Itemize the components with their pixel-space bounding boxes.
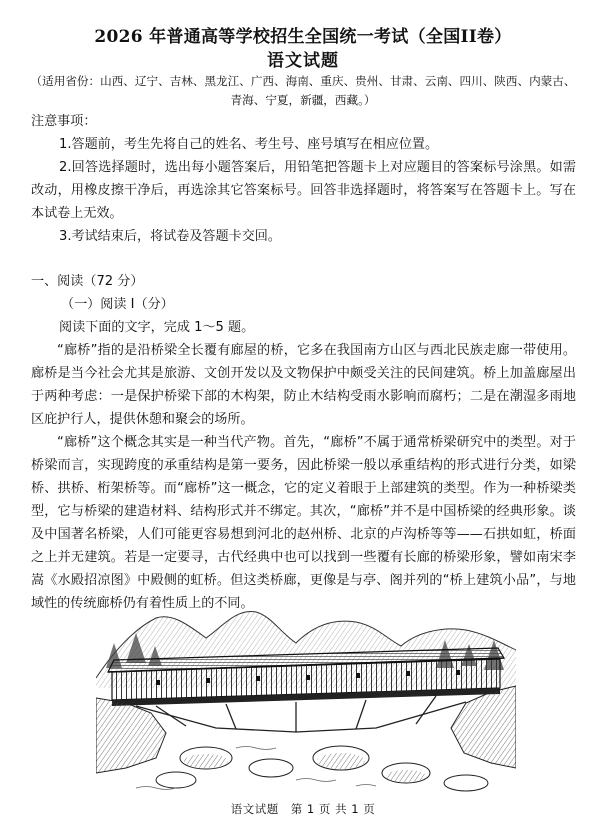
passage-paragraph-2: “廊桥”这个概念其实是一种当代产物。首先，“廊桥”不属于通常桥梁研究中的类型。对于桥梁而言，实现跨度的承重结构是第一要务，因此桥梁一般以承重结构的形式进行分类，如梁桥、拱桥、桁架桥等。而“廊桥”这一概念，它的定义着眼于上部建筑的类型。作为一种桥梁类型，它与桥梁的建造材料、结构形式并不绑定。其次，“廊桥”并不是中国桥梁的经典形象。谈及中国著名桥梁，人们可能更容易想到河北的赵州桥、北京的卢沟桥等等——石拱如虹，桥面之上并无建筑。若是一定要寻，古代经典中也可以找到一些覆有长廊的桥梁形象，譬如南宋李嵩《水殿招凉图》中殿侧的虹桥。但这类桥廊，更像是与亭、阁并列的“桥上建筑小品”，与地域性的传统廊桥仍有着性质上的不同。 (31, 435, 576, 611)
section-heading: 一、阅读（72 分） (31, 274, 144, 289)
note-item-3: 3.考试结束后，将试卷及答题卡交回。 (59, 229, 281, 244)
passage-paragraph-1: “廊桥”指的是沿桥梁全长覆有廊屋的桥，它多在我国南方山区与西北民族走廊一带使用。廊桥是当今社会尤其是旅游、文创开发以及文物保护中颇受关注的民间建筑。桥上加盖廊屋出于两种考虑：一是保护桥梁下部的木构架，防止木结构受雨水影响而腐朽；二是在潮湿多雨地区庇护行人，提供休憩和聚会的场所。 (31, 343, 576, 427)
section-subheading: （一）阅读 I（分） (61, 297, 174, 312)
subject-title: 语文试题 (267, 51, 339, 71)
applicable-provinces: （适用省份：山西、辽宁、吉林、黑龙江、广西、海南、重庆、贵州、甘肃、云南、四川、陕西、内蒙古、青海、宁夏，新疆，西藏。） (30, 74, 576, 107)
exam-title: 2026 年普通高等学校招生全国统一考试（全国II卷） (94, 27, 512, 47)
page-footer: 语文试题 第 1 页 共 1 页 (230, 802, 376, 816)
notes-heading: 注意事项： (31, 114, 97, 129)
reading-instruction: 阅读下面的文字，完成 1～5 题。 (59, 320, 255, 335)
note-item-2: 2.回答选择题时，选出每小题答案后，用铅笔把答题卡上对应题目的答案标号涂黑。如需改动，用橡皮擦干净后，再选涂其它答案标号。回答非选择题时，将答案写在答题卡上。写在本试卷上无效。 (31, 160, 576, 221)
covered-bridge-illustration (96, 608, 516, 793)
note-item-1: 1.答题前，考生先将自己的姓名、考生号、座号填写在相应位置。 (59, 137, 439, 152)
